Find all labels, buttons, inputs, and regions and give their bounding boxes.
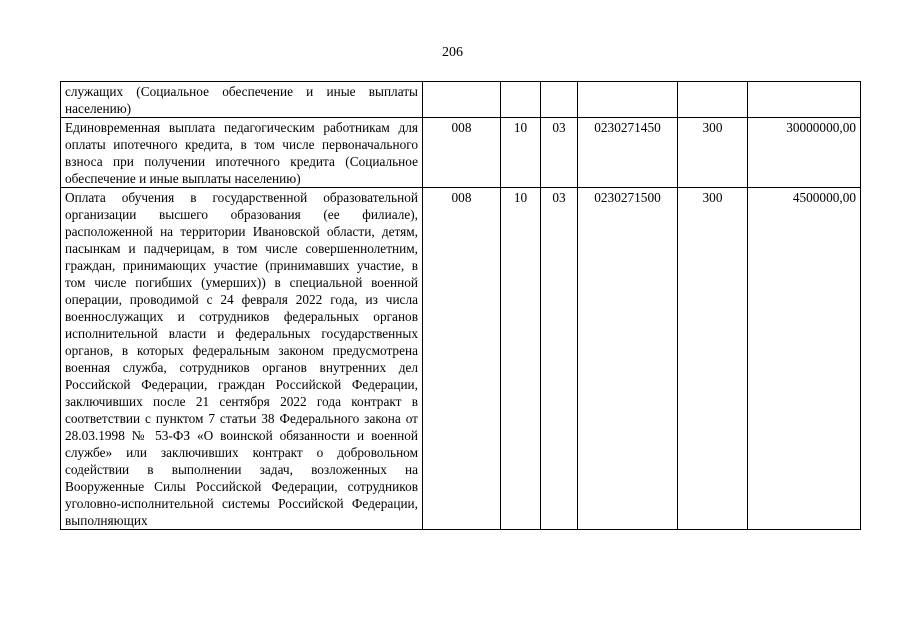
- amount-cell: 30000000,00: [748, 118, 861, 188]
- ministry-code-cell: [423, 82, 501, 118]
- target-article-cell: [578, 82, 678, 118]
- row-description: Единовременная выплата педагогическим работникам для оплаты ипотечного кредита, в том числе первоначального взноса при получении ипотечного кредита (Социальное обеспечение и иные выплаты населению): [61, 118, 423, 188]
- target-article-cell: 0230271500: [578, 188, 678, 530]
- table-row: [61, 118, 861, 188]
- amount-cell: [748, 82, 861, 118]
- subsection-code-cell: 03: [541, 118, 578, 188]
- expense-type-cell: 300: [678, 118, 748, 188]
- table-row: [61, 188, 861, 530]
- row-description: Оплата обучения в государственной образовательной организации высшего образования (ее филиале), расположенной на территории Ивановской области, детям, пасынкам и падчерицам, в том числе совершеннолетним, граждан, принимающих участие (принимавших участие, в том числе погибших (умерших)) в специальной военной операции, проводимой с 24 февраля 2022 года, из числа военнослужащих и сотрудников федеральных органов исполнительной власти и федеральных государственных органов, в которых федеральным законом предусмотрена военная служба, сотрудников органов внутренних дел Российской Федерации, граждан Российской Федерации, заключивших после 21 сентября 2022 года контракт в соответствии с пунктом 7 статьи 38 Федерального закона от 28.03.1998 № 53-ФЗ «О воинской обязанности и военной службе» или заключивших контракт о добровольном содействии в выполнении задач, возложенных на Вооруженные Силы Российской Федерации, сотрудников уголовно-исполнительной системы Российской Федерации, выполняющих: [61, 188, 423, 530]
- subsection-code-cell: 03: [541, 188, 578, 530]
- ministry-code-cell: 008: [423, 188, 501, 530]
- section-code-cell: 10: [501, 188, 541, 530]
- section-code-cell: [501, 82, 541, 118]
- ministry-code-cell: 008: [423, 118, 501, 188]
- subsection-code-cell: [541, 82, 578, 118]
- page-number: 206: [442, 45, 463, 60]
- budget-table: [60, 81, 861, 530]
- amount-cell: 4500000,00: [748, 188, 861, 530]
- table-row: [61, 82, 861, 118]
- row-description: служащих (Социальное обеспечение и иные выплаты населению): [61, 82, 423, 118]
- expense-type-cell: [678, 82, 748, 118]
- section-code-cell: 10: [501, 118, 541, 188]
- expense-type-cell: 300: [678, 188, 748, 530]
- target-article-cell: 0230271450: [578, 118, 678, 188]
